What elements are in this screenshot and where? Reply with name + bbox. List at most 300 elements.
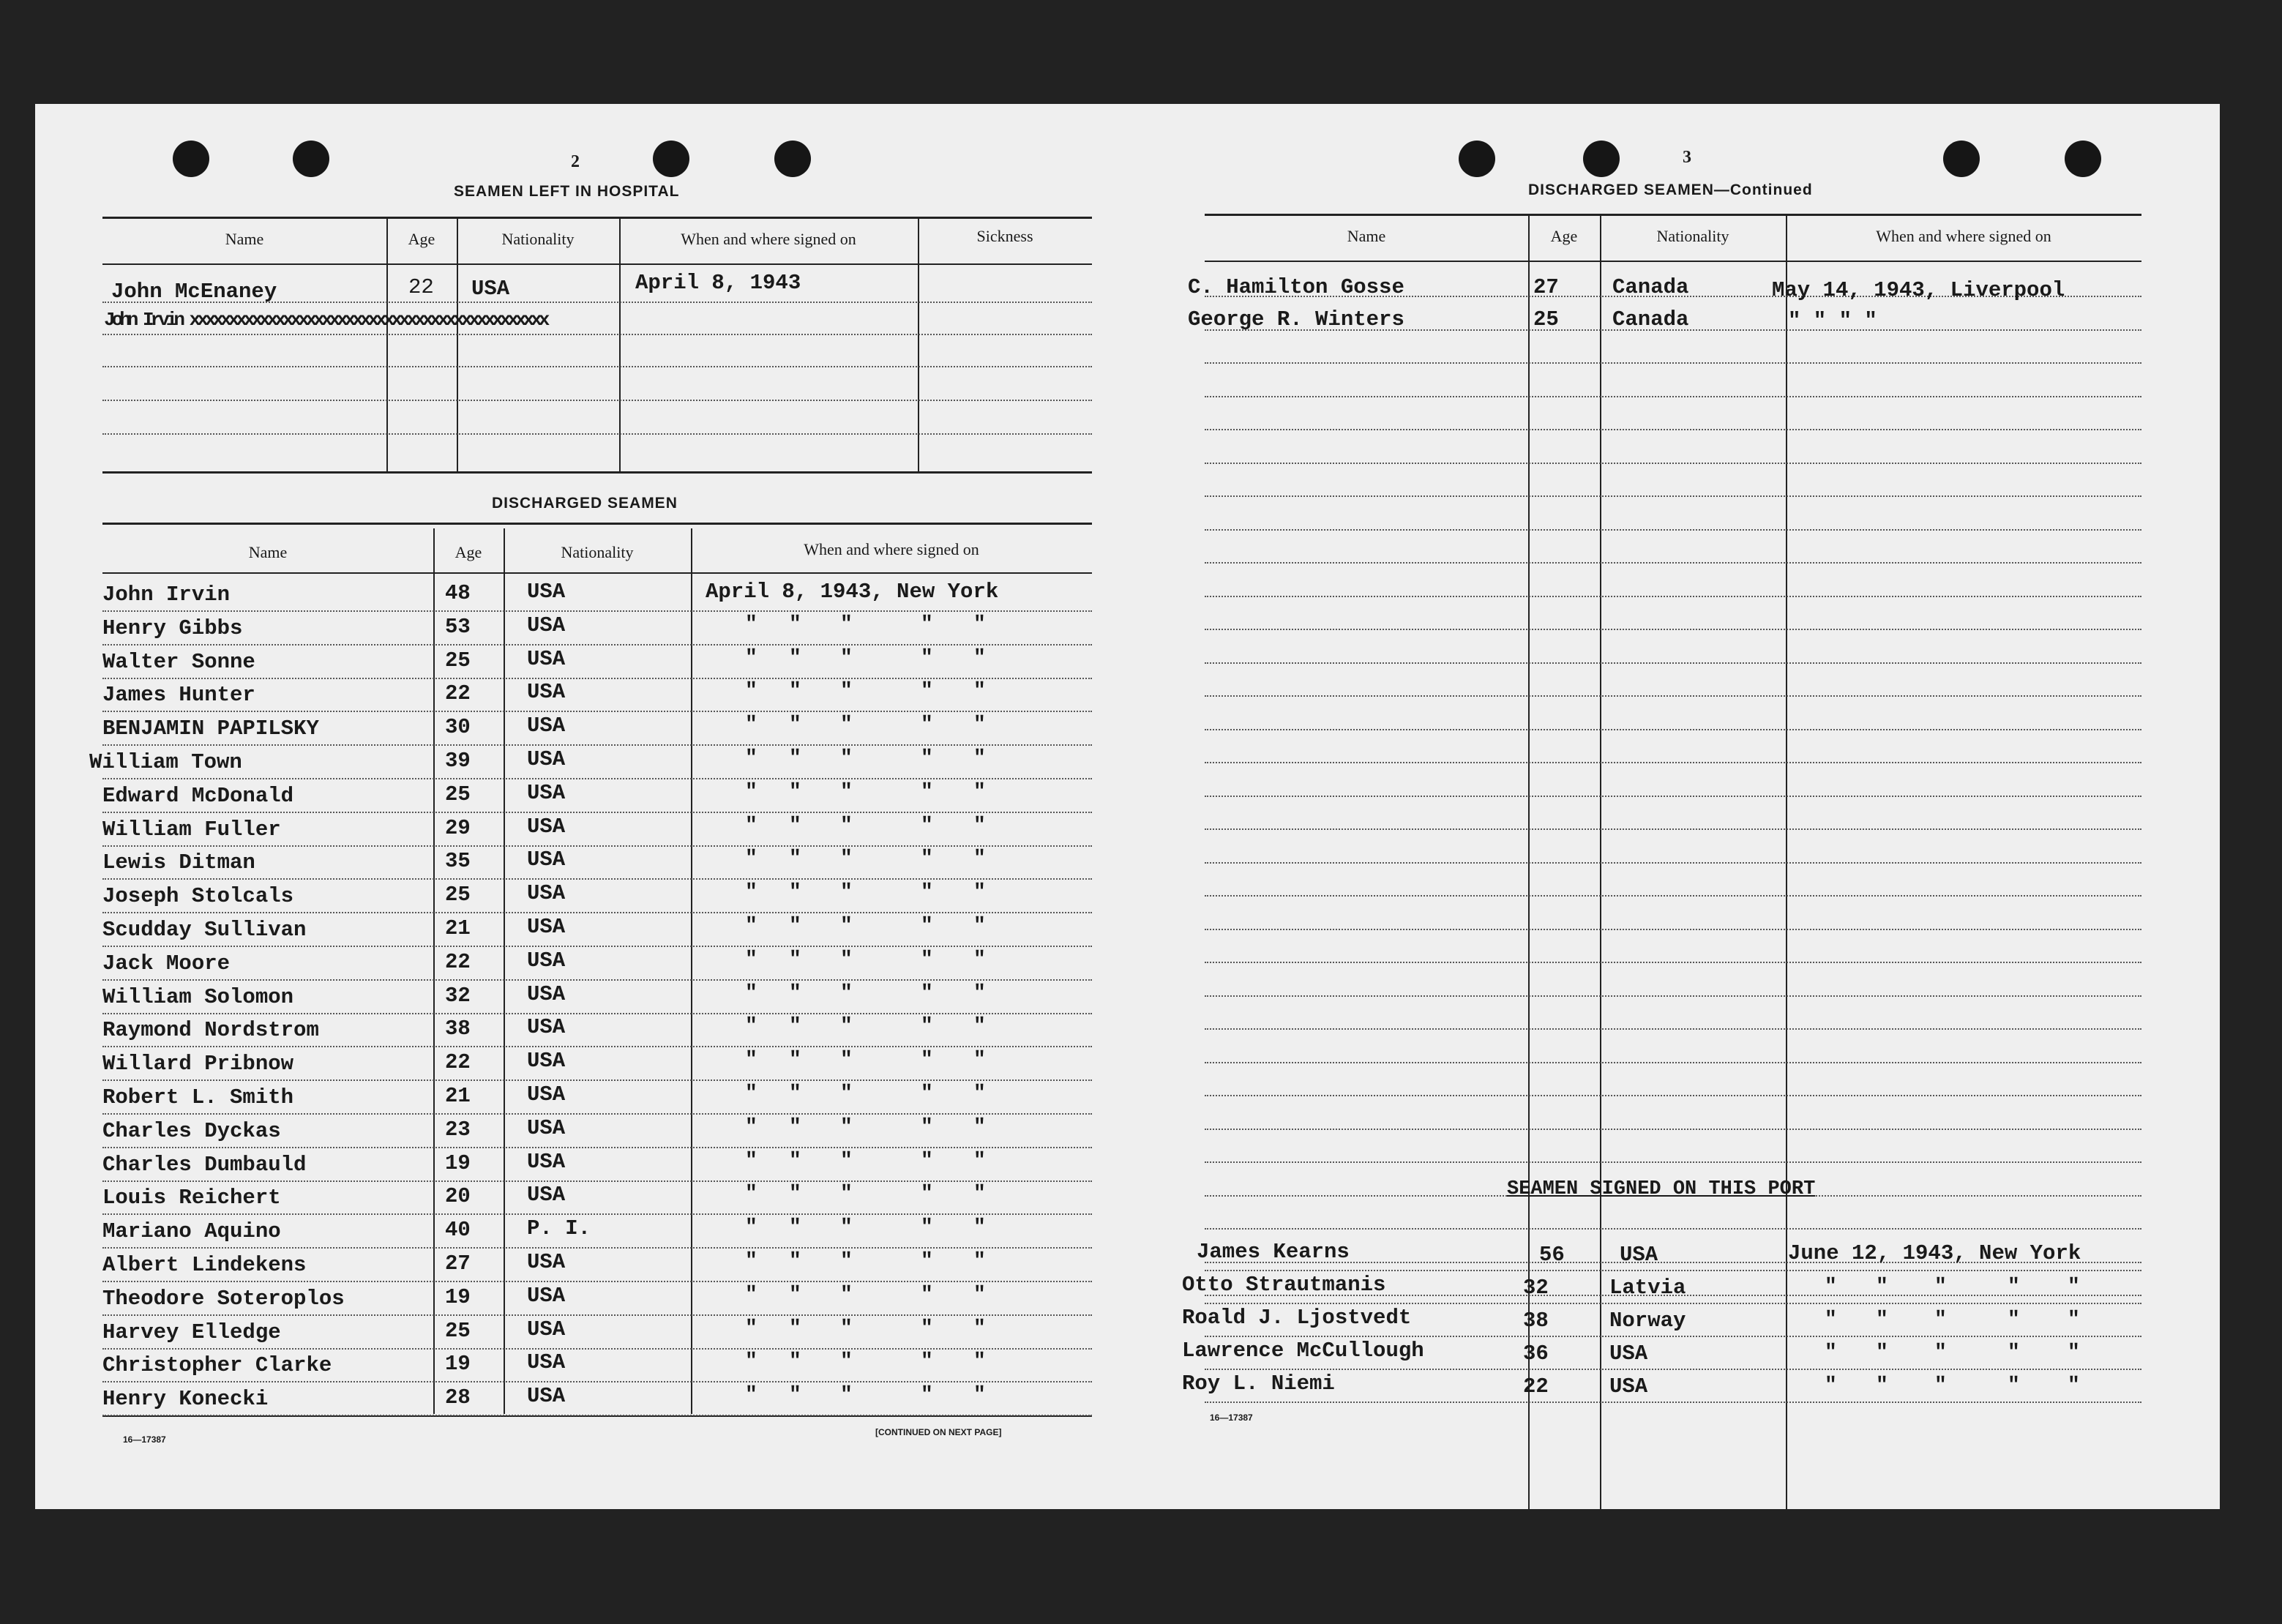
discharged-age: 21 (445, 1084, 471, 1108)
discharged-name: Lewis Ditman (102, 850, 255, 875)
ditto-mark: " (745, 1116, 757, 1139)
row-rule (1205, 362, 2141, 364)
discharged-age: 32 (445, 984, 471, 1008)
ditto-mark: " (973, 982, 986, 1005)
ditto-mark: " (973, 647, 986, 670)
ditto-mark: " (921, 1317, 933, 1340)
discharged-section-title: DISCHARGED SEAMEN (492, 495, 678, 512)
discharged-age: 53 (445, 615, 471, 639)
header-age: Age (1550, 227, 1578, 245)
header-age: Age (408, 230, 435, 248)
right-page (1129, 104, 2220, 1509)
ditto-mark: " (973, 680, 986, 703)
discharged-nationality: USA (527, 815, 566, 839)
row-rule (1205, 695, 2141, 697)
signed-on-name: Roald J. Ljostvedt (1182, 1306, 1412, 1330)
ditto-mark: " (789, 847, 801, 870)
ditto-mark: " (745, 1250, 757, 1273)
discharged-name: William Solomon (102, 985, 294, 1009)
ditto-mark: " (745, 847, 757, 870)
ditto-mark: " (2068, 1309, 2080, 1331)
ditto-mark: " (973, 747, 986, 770)
ditto-mark: " (921, 1216, 933, 1239)
row-rule (1205, 929, 2141, 930)
ditto-mark: " (745, 1150, 757, 1172)
signed-on-age: 22 (1523, 1374, 1549, 1399)
row-rule (1205, 1402, 2141, 1403)
ditto-mark: " (973, 1350, 986, 1373)
header-name: Name (248, 543, 288, 561)
ditto-mark: " (789, 948, 801, 971)
discharged-nationality: USA (527, 1116, 566, 1140)
ditto-mark: " (789, 982, 801, 1005)
ditto-mark: " (2008, 1309, 2020, 1331)
signed-on-section-title: SEAMEN SIGNED ON THIS PORT (1507, 1178, 1816, 1200)
discharged-age: 35 (445, 849, 471, 873)
discharged-nationality: USA (527, 1150, 566, 1174)
ditto-mark: " (973, 815, 986, 837)
ditto-mark: " (921, 680, 933, 703)
ditto-mark: " (789, 881, 801, 904)
signed-on-nationality: USA (1609, 1342, 1648, 1366)
discharged-nationality: USA (527, 915, 566, 939)
punch-hole (2065, 141, 2101, 177)
discharged-signed-on: April 8, 1943, New York (706, 580, 999, 604)
signed-on-age: 38 (1523, 1309, 1549, 1333)
ditto-mark: " (789, 1250, 801, 1273)
discharged-nationality: USA (527, 1350, 566, 1374)
ditto-mark: " (1934, 1374, 1947, 1397)
row-rule (102, 1079, 1092, 1081)
ditto-mark: " (840, 781, 853, 804)
hospital-nationality: USA (471, 277, 510, 301)
row-rule (102, 1281, 1092, 1282)
ditto-mark: " (745, 1082, 757, 1105)
ditto-mark: " (745, 1183, 757, 1205)
ditto-mark: " (1876, 1276, 1888, 1298)
discharged-nationality: USA (527, 881, 566, 905)
continued-age: 25 (1533, 307, 1559, 332)
header-name: Name (225, 230, 264, 248)
ditto-mark: " (973, 1082, 986, 1105)
ditto-mark: " (789, 1317, 801, 1340)
discharged-nationality: USA (527, 1384, 566, 1408)
discharged-name: Mariano Aquino (102, 1219, 281, 1243)
ditto-mark: " (789, 915, 801, 938)
row-rule (1205, 862, 2141, 864)
discharged-nationality: USA (527, 580, 566, 604)
ditto-mark: " (1934, 1342, 1947, 1364)
discharged-age: 19 (445, 1151, 471, 1175)
discharged-nationality: USA (527, 1082, 566, 1107)
ditto-mark: " (2008, 1342, 2020, 1364)
ditto-mark: " (1825, 1342, 1837, 1364)
row-rule (1205, 562, 2141, 564)
ditto-mark: " (840, 1049, 853, 1071)
hospital-signed-on: April 8, 1943 (635, 271, 801, 295)
row-rule (102, 744, 1092, 746)
ditto-mark: " (840, 1082, 853, 1105)
header-signed-on: When and where signed on (804, 540, 979, 558)
ditto-mark: " (973, 1150, 986, 1172)
row-rule (102, 1415, 1092, 1416)
signed-on-nationality: USA (1609, 1374, 1648, 1399)
ditto-mark: " (789, 1284, 801, 1306)
discharged-nationality: USA (527, 613, 566, 637)
discharged-nationality: USA (527, 847, 566, 872)
discharged-name: Robert L. Smith (102, 1085, 294, 1110)
discharged-name: Louis Reichert (102, 1186, 281, 1210)
ditto-mark: " (840, 1284, 853, 1306)
ditto-mark: " (921, 1350, 933, 1373)
ditto-mark: " (840, 680, 853, 703)
punch-hole (774, 141, 811, 177)
ditto-mark: " (973, 1015, 986, 1038)
ditto-mark: " (973, 847, 986, 870)
ditto-mark: " (921, 1183, 933, 1205)
discharged-nationality: USA (527, 680, 566, 704)
row-rule (102, 1013, 1092, 1014)
ditto-mark: " (840, 1183, 853, 1205)
discharged-age: 25 (445, 1319, 471, 1343)
ditto-mark: " (745, 1049, 757, 1071)
row-rule (102, 812, 1092, 813)
ditto-mark: " (973, 1384, 986, 1407)
row-rule (102, 878, 1092, 880)
row-rule (102, 1147, 1092, 1148)
discharged-age: 30 (445, 715, 471, 739)
row-rule (1205, 1303, 2141, 1304)
discharged-name: John Irvin (102, 583, 231, 607)
ditto-mark: " (789, 1150, 801, 1172)
ditto-mark: " (2068, 1374, 2080, 1397)
ditto-mark: " (921, 781, 933, 804)
discharged-nationality: USA (527, 1250, 566, 1274)
ditto-mark: " (2068, 1342, 2080, 1364)
discharged-name: BENJAMIN PAPILSKY (102, 716, 319, 741)
discharged-name: Charles Dyckas (102, 1119, 281, 1143)
row-rule (1205, 596, 2141, 597)
continued-name: George R. Winters (1188, 307, 1404, 332)
row-rule (1205, 1129, 2141, 1130)
ditto-mark: " (973, 1284, 986, 1306)
ditto-mark: " (789, 1350, 801, 1373)
ditto-mark: " (840, 1350, 853, 1373)
discharged-nationality: USA (527, 1284, 566, 1308)
header-age: Age (454, 543, 482, 561)
discharged-nationality: USA (527, 1049, 566, 1073)
discharged-age: 38 (445, 1017, 471, 1041)
ditto-mark: " (789, 613, 801, 636)
ditto-mark: " (789, 680, 801, 703)
header-nationality: Nationality (1656, 227, 1729, 245)
discharged-age: 27 (445, 1251, 471, 1276)
discharged-name: James Hunter (102, 683, 255, 707)
ditto-mark: " (921, 881, 933, 904)
ditto-mark: " (745, 1317, 757, 1340)
header-signed-on: When and where signed on (1876, 227, 2051, 245)
ditto-mark: " (789, 781, 801, 804)
discharged-nationality: USA (527, 1015, 566, 1039)
ditto-mark: " (840, 747, 853, 770)
row-rule (1205, 629, 2141, 630)
ditto-mark: " (2068, 1276, 2080, 1298)
ditto-mark: " (840, 1317, 853, 1340)
page-number: 3 (1683, 148, 1691, 167)
ditto-mark: " (840, 714, 853, 736)
ditto-mark: " (745, 680, 757, 703)
row-rule (1205, 1336, 2141, 1337)
ditto-mark: " (745, 1384, 757, 1407)
signed-on-age: 32 (1523, 1276, 1549, 1300)
ditto-mark: " (745, 948, 757, 971)
discharged-name: Joseph Stolcals (102, 884, 294, 908)
discharged-name: Henry Gibbs (102, 616, 243, 640)
ditto-mark: " (921, 1250, 933, 1273)
struck-out-row: John Irvin xxxxxxxxxxxxxxxxxxxxxxxxxxxxxxxxxxxxxxxxxxxxxx (104, 309, 547, 331)
ditto-mark: " (973, 1183, 986, 1205)
ditto-mark: " (745, 881, 757, 904)
continued-signed-on: " " " " (1788, 309, 1877, 333)
row-rule (102, 1180, 1092, 1182)
ditto-mark: " (921, 1015, 933, 1038)
discharged-name: Edward McDonald (102, 784, 294, 808)
ditto-mark: " (840, 613, 853, 636)
ditto-mark: " (745, 1015, 757, 1038)
ditto-mark: " (921, 647, 933, 670)
discharged-age: 29 (445, 816, 471, 840)
ditto-mark: " (921, 1284, 933, 1306)
ditto-mark: " (973, 1317, 986, 1340)
ditto-mark: " (1825, 1309, 1837, 1331)
discharged-name: Charles Dumbauld (102, 1153, 307, 1177)
ditto-mark: " (921, 982, 933, 1005)
discharged-age: 25 (445, 883, 471, 907)
row-rule (1205, 662, 2141, 664)
signed-on-name: Lawrence McCullough (1182, 1339, 1424, 1363)
row-rule (102, 678, 1092, 679)
ditto-mark: " (973, 781, 986, 804)
continued-age: 27 (1533, 275, 1559, 299)
ditto-mark: " (745, 747, 757, 770)
ditto-mark: " (973, 1250, 986, 1273)
ditto-mark: " (745, 781, 757, 804)
signed-on-nationality: Norway (1609, 1309, 1686, 1333)
signed-on-age: 56 (1539, 1243, 1565, 1267)
header-signed-on: When and where signed on (681, 230, 856, 248)
ditto-mark: " (840, 1015, 853, 1038)
ditto-mark: " (921, 847, 933, 870)
ditto-mark: " (973, 613, 986, 636)
continued-signed-on: May 14, 1943, Liverpool (1772, 278, 2065, 302)
discharged-nationality: P. I. (527, 1216, 591, 1241)
ditto-mark: " (745, 1350, 757, 1373)
row-rule (102, 1213, 1092, 1215)
discharged-name: Albert Lindekens (102, 1253, 307, 1277)
page-number: 2 (571, 152, 580, 171)
discharged-name: Walter Sonne (102, 650, 255, 674)
ditto-mark: " (840, 948, 853, 971)
row-rule (102, 1348, 1092, 1350)
ditto-mark: " (840, 1250, 853, 1273)
row-rule (1205, 828, 2141, 830)
header-nationality: Nationality (501, 230, 575, 248)
row-rule (102, 1381, 1092, 1382)
discharged-name: Christopher Clarke (102, 1353, 332, 1377)
row-rule (1205, 1161, 2141, 1163)
ditto-mark: " (745, 1284, 757, 1306)
ditto-mark: " (840, 881, 853, 904)
ditto-mark: " (789, 1082, 801, 1105)
punch-hole (653, 141, 689, 177)
ditto-mark: " (840, 815, 853, 837)
ditto-mark: " (921, 1116, 933, 1139)
ditto-mark: " (921, 815, 933, 837)
discharged-age: 28 (445, 1385, 471, 1410)
row-rule (1205, 1028, 2141, 1030)
continued-name: C. Hamilton Gosse (1188, 275, 1404, 299)
signed-on-age: 36 (1523, 1342, 1549, 1366)
row-rule (102, 711, 1092, 712)
signed-on-nationality: USA (1620, 1243, 1658, 1267)
discharged-name: Jack Moore (102, 951, 231, 976)
row-rule (102, 979, 1092, 981)
ditto-mark: " (745, 815, 757, 837)
ditto-mark: " (840, 1216, 853, 1239)
row-rule (1205, 1062, 2141, 1063)
ditto-mark: " (840, 1150, 853, 1172)
row-rule (1205, 1095, 2141, 1096)
ditto-mark: " (840, 647, 853, 670)
row-rule (1205, 429, 2141, 430)
row-rule (102, 946, 1092, 947)
row-rule (1205, 796, 2141, 797)
ditto-mark: " (789, 1015, 801, 1038)
discharged-age: 22 (445, 950, 471, 974)
discharged-age: 19 (445, 1285, 471, 1309)
discharged-name: Harvey Elledge (102, 1320, 281, 1344)
continued-section-title: DISCHARGED SEAMEN—Continued (1528, 182, 1813, 198)
discharged-age: 22 (445, 1050, 471, 1074)
discharged-nationality: USA (527, 747, 566, 771)
discharged-nationality: USA (527, 714, 566, 738)
row-rule (102, 1247, 1092, 1249)
row-rule (1205, 396, 2141, 397)
row-rule (1205, 1228, 2141, 1230)
ditto-mark: " (2008, 1276, 2020, 1298)
ditto-mark: " (921, 714, 933, 736)
signed-on-nationality: Latvia (1609, 1276, 1686, 1300)
discharged-name: Raymond Nordstrom (102, 1018, 319, 1042)
ditto-mark: " (973, 881, 986, 904)
ditto-mark: " (789, 647, 801, 670)
discharged-name: Scudday Sullivan (102, 918, 307, 942)
row-rule (1205, 1270, 2141, 1271)
row-rule (102, 610, 1092, 612)
row-rule (102, 845, 1092, 847)
ditto-mark: " (921, 1384, 933, 1407)
discharged-age: 39 (445, 749, 471, 773)
discharged-age: 25 (445, 648, 471, 673)
row-rule (1205, 529, 2141, 531)
ditto-mark: " (1876, 1342, 1888, 1364)
ditto-mark: " (1825, 1374, 1837, 1397)
signed-on-name: Roy L. Niemi (1182, 1372, 1335, 1396)
discharged-age: 21 (445, 916, 471, 940)
discharged-age: 40 (445, 1218, 471, 1242)
ditto-mark: " (921, 613, 933, 636)
punch-hole (1583, 141, 1620, 177)
ditto-mark: " (2008, 1374, 2020, 1397)
row-rule (102, 1113, 1092, 1115)
ditto-mark: " (789, 714, 801, 736)
ditto-mark: " (789, 747, 801, 770)
discharged-age: 22 (445, 681, 471, 706)
ditto-mark: " (789, 1183, 801, 1205)
discharged-nationality: USA (527, 1183, 566, 1207)
continued-nationality: Canada (1612, 307, 1689, 332)
discharged-name: William Fuller (102, 817, 281, 842)
ditto-mark: " (840, 1116, 853, 1139)
row-rule (102, 644, 1092, 646)
ditto-mark: " (973, 1216, 986, 1239)
ditto-mark: " (921, 1150, 933, 1172)
ditto-mark: " (745, 915, 757, 938)
discharged-age: 23 (445, 1118, 471, 1142)
punch-hole (1943, 141, 1980, 177)
row-rule (1205, 895, 2141, 897)
ditto-mark: " (921, 1082, 933, 1105)
ditto-mark: " (840, 847, 853, 870)
ditto-mark: " (789, 1049, 801, 1071)
form-number: 16—17387 (1210, 1412, 1253, 1423)
discharged-nationality: USA (527, 982, 566, 1006)
ditto-mark: " (973, 915, 986, 938)
ditto-mark: " (789, 1216, 801, 1239)
ditto-mark: " (921, 1049, 933, 1071)
hospital-name: John McEnaney (111, 280, 277, 304)
discharged-age: 48 (445, 581, 471, 605)
ditto-mark: " (789, 815, 801, 837)
punch-hole (293, 141, 329, 177)
ditto-mark: " (1934, 1276, 1947, 1298)
discharged-nationality: USA (527, 781, 566, 805)
row-rule (1205, 729, 2141, 730)
row-rule (1205, 995, 2141, 997)
row-rule (1205, 1369, 2141, 1370)
ditto-mark: " (745, 613, 757, 636)
signed-on-signed-on: June 12, 1943, New York (1788, 1241, 2081, 1265)
discharged-age: 25 (445, 782, 471, 807)
continued-note: [CONTINUED ON NEXT PAGE] (875, 1427, 1002, 1437)
row-rule (102, 778, 1092, 779)
ditto-mark: " (1876, 1309, 1888, 1331)
discharged-nationality: USA (527, 948, 566, 973)
ditto-mark: " (973, 1116, 986, 1139)
ditto-mark: " (921, 915, 933, 938)
ditto-mark: " (840, 1384, 853, 1407)
ditto-mark: " (745, 714, 757, 736)
ditto-mark: " (921, 747, 933, 770)
ditto-mark: " (789, 1116, 801, 1139)
ditto-mark: " (1876, 1374, 1888, 1397)
ditto-mark: " (745, 647, 757, 670)
signed-on-name: Otto Strautmanis (1182, 1273, 1386, 1297)
row-rule (1205, 495, 2141, 497)
ditto-mark: " (973, 948, 986, 971)
ditto-mark: " (745, 982, 757, 1005)
hospital-age: 22 (408, 275, 434, 299)
